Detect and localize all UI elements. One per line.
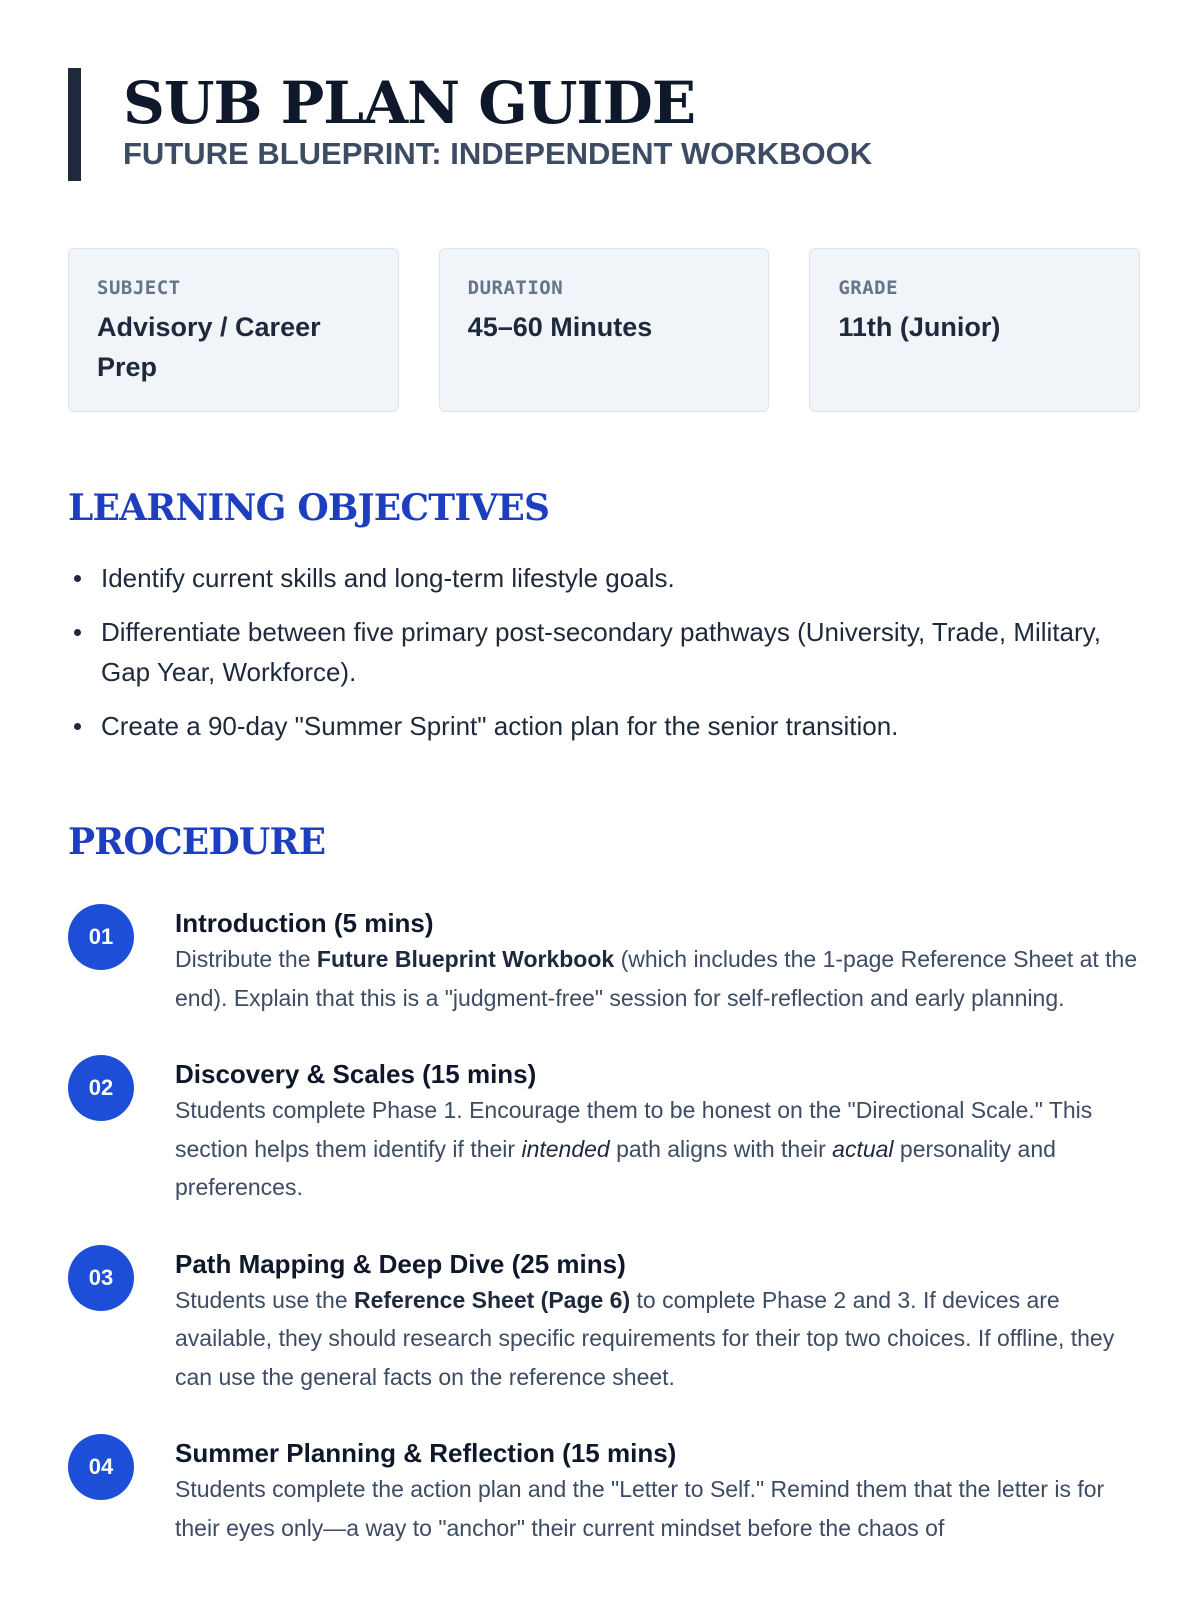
card-value: 45–60 Minutes: [467, 312, 653, 342]
step-description: Students complete Phase 1. Encourage them to be honest on the "Directional Scale." This section helps them identify if their intended path aligns with their actual personality and preferences.: [175, 1097, 1093, 1200]
card-label: GRADE: [838, 277, 899, 299]
grade-card: [809, 248, 1140, 412]
card-label: SUBJECT: [97, 277, 181, 299]
duration-card: [439, 248, 770, 412]
step-title: Summer Planning & Reflection (15 mins): [175, 1438, 677, 1468]
objectives-heading: LEARNING OBJECTIVES: [68, 487, 550, 529]
procedure-step: [68, 1247, 1148, 1397]
card-label: DURATION: [467, 277, 564, 299]
step-description: Distribute the Future Blueprint Workbook (which includes the 1-page Reference Sheet at the end). Explain that this is a "judgment-free" session for self-reflection and early planning.: [175, 946, 1138, 1011]
card-value: Advisory / Career Prep: [97, 312, 321, 382]
procedure-steps: [68, 906, 1148, 1587]
step-number-badge: 02: [68, 1055, 134, 1121]
page-subtitle: FUTURE BLUEPRINT: INDEPENDENT WORKBOOK: [123, 136, 873, 171]
step-title: Path Mapping & Deep Dive (25 mins): [175, 1248, 626, 1279]
procedure-heading: PROCEDURE: [68, 821, 326, 863]
list-item: Create a 90-day "Summer Sprint" action plan for the senior transition.: [68, 706, 1148, 746]
objectives-list: [68, 558, 1148, 760]
step-number-badge: 04: [68, 1434, 134, 1500]
procedure-step: [68, 1436, 1148, 1547]
step-number-badge: 03: [68, 1245, 134, 1311]
info-cards: [68, 248, 1140, 412]
italic-text: intended: [521, 1135, 610, 1162]
step-description: Students complete the action plan and the "Letter to Self." Remind them that the letter is for their eyes only—a way to "anchor" their current mindset before the chaos of: [175, 1476, 1105, 1541]
step-number-badge: 01: [68, 904, 134, 970]
step-title: Discovery & Scales (15 mins): [175, 1059, 537, 1089]
document-header: [68, 68, 1148, 181]
card-value: 11th (Junior): [838, 312, 1001, 342]
bold-text: Future Blueprint Workbook: [316, 946, 615, 972]
bold-text: Reference Sheet (Page 6): [354, 1286, 631, 1313]
step-description: Students use the Reference Sheet (Page 6) to complete Phase 2 and 3. If devices are available, they should research specific requirements for their top two choices. If offline, they can use the general facts on the reference sheet.: [175, 1286, 1115, 1390]
procedure-step: [68, 1057, 1148, 1207]
procedure-step: [68, 906, 1148, 1017]
subject-card: [68, 248, 399, 412]
italic-text: actual: [832, 1135, 894, 1162]
page-title: SUB PLAN GUIDE: [123, 69, 696, 137]
list-item: Differentiate between five primary post-secondary pathways (University, Trade, Military, Gap Year, Workforce).: [68, 612, 1148, 692]
list-item: Identify current skills and long-term lifestyle goals.: [68, 558, 1148, 598]
step-title: Introduction (5 mins): [175, 908, 434, 938]
